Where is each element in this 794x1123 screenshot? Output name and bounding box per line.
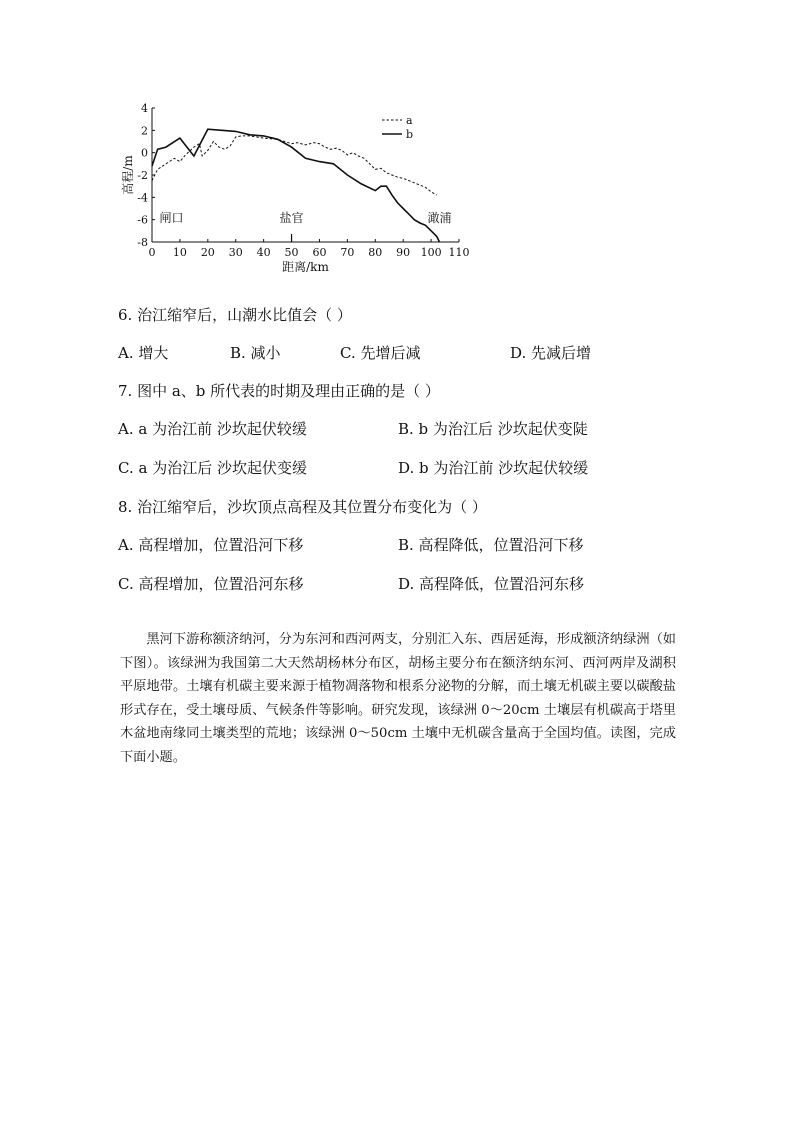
y-tick-label: 4 bbox=[141, 102, 148, 115]
x-tick-label: 60 bbox=[312, 246, 327, 259]
q7-option-b[interactable]: B. b 为治江后 沙坎起伏变陡 bbox=[398, 420, 588, 438]
location-label: 澉浦 bbox=[427, 210, 452, 225]
elevation-profile-chart bbox=[110, 96, 480, 286]
q8-option-b[interactable]: B. 高程降低，位置沿河下移 bbox=[398, 536, 584, 554]
x-tick-label: 40 bbox=[256, 246, 271, 259]
x-tick-label: 30 bbox=[228, 246, 243, 259]
x-tick-label: 20 bbox=[200, 246, 215, 259]
q7-option-c[interactable]: C. a 为治江后 沙坎起伏变缓 bbox=[118, 459, 307, 477]
legend-label-a: a bbox=[406, 114, 413, 127]
location-label: 盐官 bbox=[279, 210, 304, 225]
q6-option-b[interactable]: B. 减小 bbox=[230, 344, 281, 362]
q6-option-a[interactable]: A. 增大 bbox=[118, 344, 169, 362]
q7-option-d[interactable]: D. b 为治江前 沙坎起伏较缓 bbox=[398, 459, 589, 477]
x-tick-label: 0 bbox=[148, 246, 156, 259]
series-line-a bbox=[152, 136, 437, 195]
y-tick-label: 2 bbox=[141, 124, 148, 138]
y-axis-title: 高程/m bbox=[121, 155, 135, 195]
location-label: 闸口 bbox=[159, 210, 184, 225]
x-tick-label: 70 bbox=[340, 246, 355, 259]
x-tick-label: 90 bbox=[396, 246, 411, 259]
x-tick-label: 110 bbox=[448, 246, 470, 259]
y-tick-label: -6 bbox=[137, 213, 148, 227]
y-tick-label: -4 bbox=[137, 191, 148, 205]
x-tick-label: 100 bbox=[420, 246, 442, 259]
q6-option-d[interactable]: D. 先减后增 bbox=[510, 344, 592, 362]
x-tick-label: 10 bbox=[172, 246, 187, 259]
q8-option-a[interactable]: A. 高程增加，位置沿河下移 bbox=[118, 536, 304, 554]
x-tick-label: 80 bbox=[368, 246, 383, 259]
y-tick-label: -8 bbox=[137, 236, 148, 249]
x-axis-title: 距离/km bbox=[282, 260, 329, 274]
q6-option-c[interactable]: C. 先增后减 bbox=[340, 344, 421, 362]
reading-passage: 黑河下游称额济纳河，分为东河和西河两支，分别汇入东、西居延海，形成额济纳绿洲（如下图）。该绿洲为我国第二大天然胡杨林分布区，胡杨主要分布在额济纳东河、西河两岸及湖积平原地带。土壤有机碳主要来源于植物凋落物和根系分泌物的分解，而土壤无机碳主要以碳酸盐形式存在，受土壤母质、气候条件等影响。研究发现，该绿洲 0～20cm 土壤层有机碳高于塔里木盆地南缘同土壤类型的荒地；该绿洲 0～50cm 土壤中无机碳含量高于全国均值。读图，完成下面小题。 bbox=[120, 632, 676, 765]
question-7-stem: 7. 图中 a、b 所代表的时期及理由正确的是（ ） bbox=[118, 382, 440, 400]
chart-series bbox=[152, 129, 440, 242]
y-tick-label: -2 bbox=[137, 169, 148, 182]
q8-option-c[interactable]: C. 高程增加，位置沿河东移 bbox=[118, 575, 304, 593]
q7-option-a[interactable]: A. a 为治江前 沙坎起伏较缓 bbox=[118, 420, 307, 438]
q8-option-d[interactable]: D. 高程降低，位置沿河东移 bbox=[398, 575, 585, 593]
question-6-stem: 6. 治江缩窄后，山潮水比值会（ ） bbox=[118, 306, 352, 324]
x-tick-label: 50 bbox=[284, 246, 299, 259]
y-tick-label: 0 bbox=[141, 146, 148, 160]
question-8-stem: 8. 治江缩窄后，沙坎顶点高程及其位置分布变化为（ ） bbox=[118, 498, 487, 516]
chart-axes bbox=[137, 102, 469, 259]
legend-label-b: b bbox=[406, 128, 414, 141]
